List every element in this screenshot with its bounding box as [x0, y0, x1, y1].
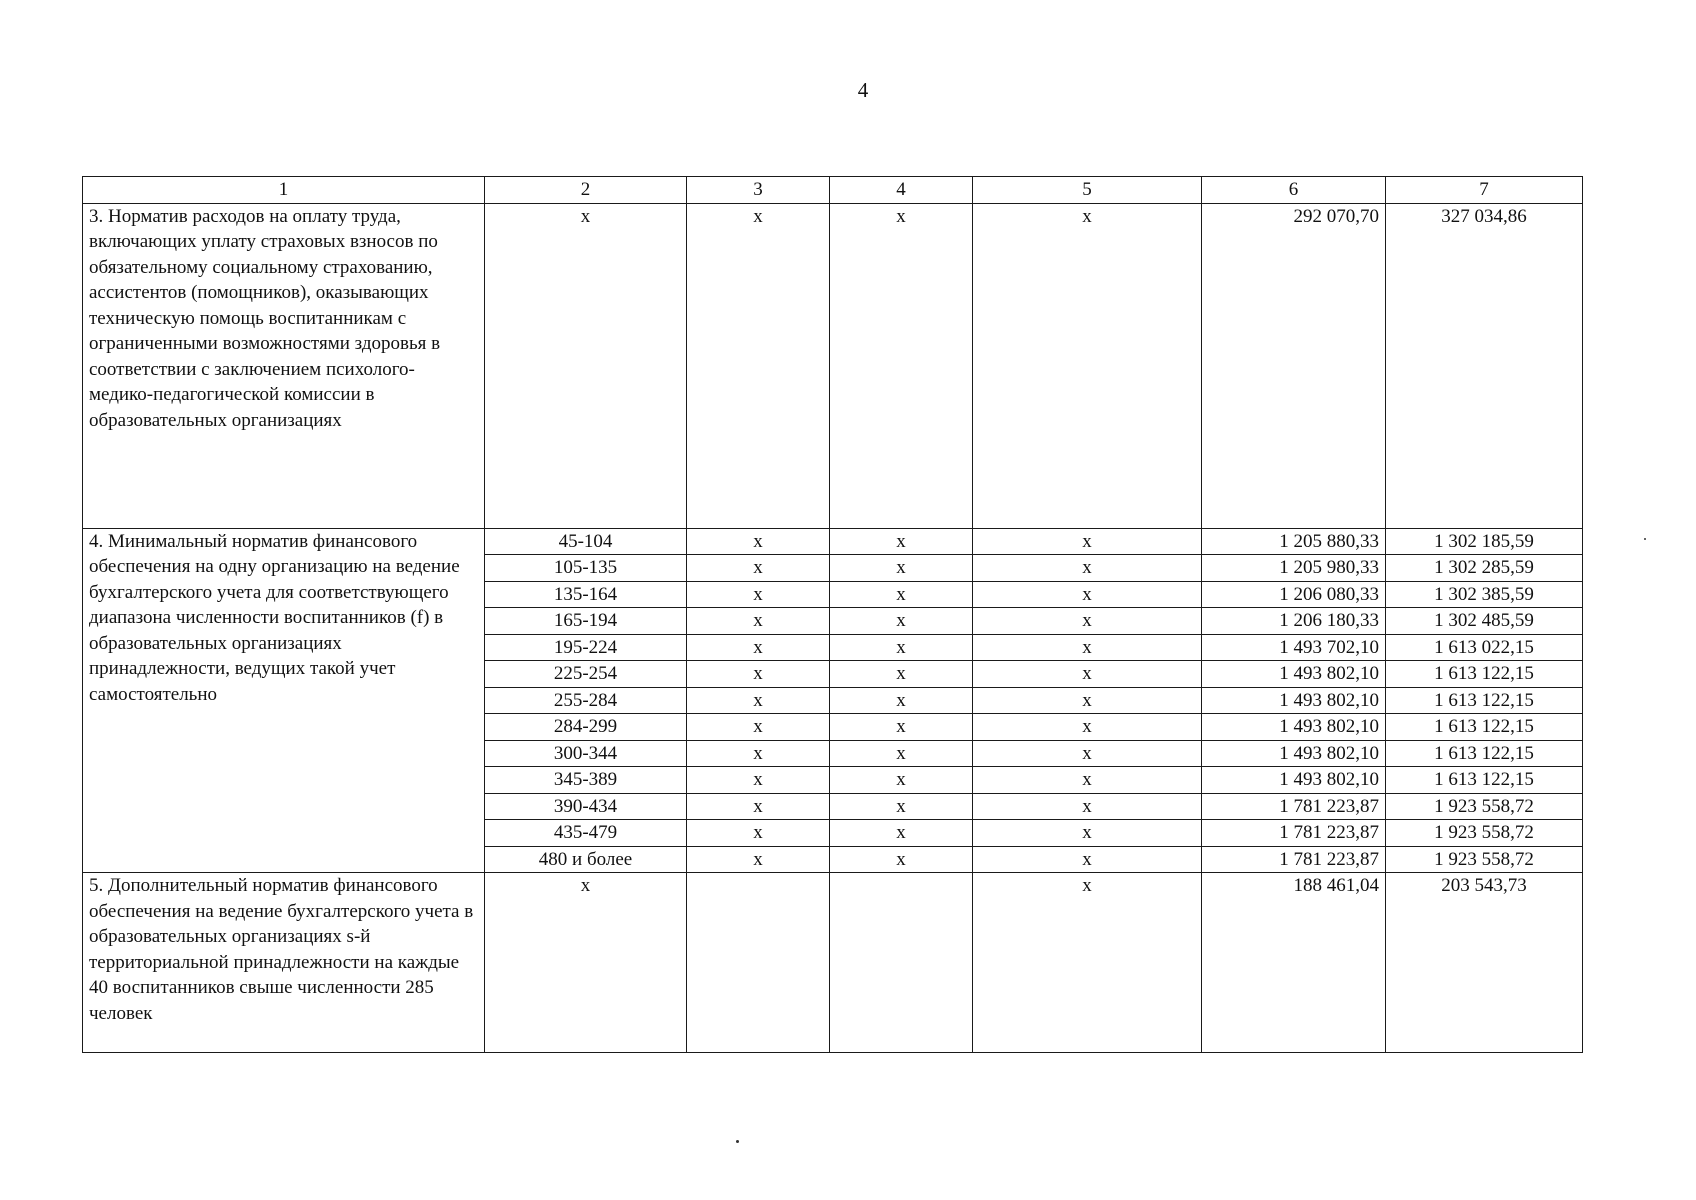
page-number: 4: [857, 78, 869, 102]
value-cell-7: 1 302 385,59: [1386, 581, 1583, 608]
row5-col4: [830, 873, 973, 1053]
row3-col2: х: [485, 203, 687, 528]
header-cell-5: 5: [973, 177, 1202, 204]
range-cell: 195-224: [485, 634, 687, 661]
range-cell: 345-389: [485, 767, 687, 794]
x-cell: х: [973, 767, 1202, 794]
row5-col7: 203 543,73: [1386, 873, 1583, 1053]
x-cell: х: [973, 820, 1202, 847]
x-cell: х: [830, 608, 973, 635]
x-cell: х: [830, 820, 973, 847]
value-cell-7: 1 613 022,15: [1386, 634, 1583, 661]
value-cell-6: 1 493 802,10: [1202, 740, 1386, 767]
x-cell: х: [830, 661, 973, 688]
range-cell: 300-344: [485, 740, 687, 767]
x-cell: х: [830, 846, 973, 873]
value-cell-6: 1 493 802,10: [1202, 714, 1386, 741]
value-cell-6: 1 206 180,33: [1202, 608, 1386, 635]
x-cell: х: [973, 581, 1202, 608]
x-cell: х: [830, 555, 973, 582]
value-cell-7: 1 613 122,15: [1386, 714, 1583, 741]
header-cell-2: 2: [485, 177, 687, 204]
value-cell-6: 1 781 223,87: [1202, 793, 1386, 820]
value-cell-6: 1 781 223,87: [1202, 846, 1386, 873]
x-cell: х: [687, 767, 830, 794]
row3-col4: х: [830, 203, 973, 528]
value-cell-6: 1 205 980,33: [1202, 555, 1386, 582]
table-row: [83, 873, 1583, 1053]
range-cell: 165-194: [485, 608, 687, 635]
scan-speck: [1644, 538, 1646, 540]
x-cell: х: [687, 555, 830, 582]
value-cell-6: 1 493 802,10: [1202, 687, 1386, 714]
x-cell: х: [687, 634, 830, 661]
value-cell-7: 1 302 185,59: [1386, 528, 1583, 555]
x-cell: х: [973, 608, 1202, 635]
value-cell-7: 1 923 558,72: [1386, 820, 1583, 847]
header-cell-1: 1: [83, 177, 485, 204]
value-cell-7: 1 923 558,72: [1386, 846, 1583, 873]
value-cell-7: 1 923 558,72: [1386, 793, 1583, 820]
value-cell-6: 1 205 880,33: [1202, 528, 1386, 555]
header-row: [83, 177, 1583, 204]
x-cell: х: [687, 528, 830, 555]
value-cell-6: 1 781 223,87: [1202, 820, 1386, 847]
range-cell: 480 и более: [485, 846, 687, 873]
row5-col3: [687, 873, 830, 1053]
x-cell: х: [687, 740, 830, 767]
row3-col7: 327 034,86: [1386, 203, 1583, 528]
row3-description: 3. Норматив расходов на оплату труда, включающих уплату страховых взносов по обязательному социальному страхованию, ассистентов (помощников), оказывающих техническую помощь воспитанникам с ограниченными возможностями здоровья в соответствии с заключением психолого-медико-педагогической комиссии в образовательных организациях: [83, 203, 485, 528]
row5-description: 5. Дополнительный норматив финансового обеспечения на ведение бухгалтерского учета в образовательных организациях s-й территориальной принадлежности на каждые 40 воспитанников свыше численности 285 человек: [83, 873, 485, 1053]
range-cell: 105-135: [485, 555, 687, 582]
x-cell: х: [830, 740, 973, 767]
x-cell: х: [973, 555, 1202, 582]
x-cell: х: [687, 714, 830, 741]
value-cell-7: 1 613 122,15: [1386, 767, 1583, 794]
value-cell-6: 1 493 802,10: [1202, 661, 1386, 688]
header-cell-7: 7: [1386, 177, 1583, 204]
row4-description: 4. Минимальный норматив финансового обеспечения на одну организацию на ведение бухгалтерского учета для соответствующего диапазона численности воспитанников (f) в образовательных организациях принадлежности, ведущих такой учет самостоятельно: [83, 528, 485, 873]
scan-speck: [736, 1140, 739, 1143]
range-cell: 435-479: [485, 820, 687, 847]
x-cell: х: [830, 793, 973, 820]
header-cell-3: 3: [687, 177, 830, 204]
value-cell-7: 1 613 122,15: [1386, 740, 1583, 767]
row3-col3: х: [687, 203, 830, 528]
range-cell: 390-434: [485, 793, 687, 820]
value-cell-6: 1 493 702,10: [1202, 634, 1386, 661]
x-cell: х: [830, 687, 973, 714]
x-cell: х: [830, 528, 973, 555]
x-cell: х: [973, 714, 1202, 741]
table-row: [83, 528, 1583, 555]
range-cell: 225-254: [485, 661, 687, 688]
row5-col2: х: [485, 873, 687, 1053]
x-cell: х: [830, 714, 973, 741]
table-row: [83, 203, 1583, 528]
x-cell: х: [687, 793, 830, 820]
row5-col5: х: [973, 873, 1202, 1053]
x-cell: х: [687, 581, 830, 608]
range-cell: 255-284: [485, 687, 687, 714]
x-cell: х: [830, 634, 973, 661]
row3-col6: 292 070,70: [1202, 203, 1386, 528]
x-cell: х: [973, 528, 1202, 555]
x-cell: х: [687, 608, 830, 635]
norms-table: [82, 176, 1583, 1053]
x-cell: х: [973, 661, 1202, 688]
value-cell-7: 1 302 285,59: [1386, 555, 1583, 582]
x-cell: х: [973, 846, 1202, 873]
value-cell-6: 1 206 080,33: [1202, 581, 1386, 608]
value-cell-7: 1 613 122,15: [1386, 661, 1583, 688]
x-cell: х: [687, 687, 830, 714]
header-cell-4: 4: [830, 177, 973, 204]
x-cell: х: [973, 634, 1202, 661]
range-cell: 45-104: [485, 528, 687, 555]
x-cell: х: [687, 846, 830, 873]
range-cell: 135-164: [485, 581, 687, 608]
header-cell-6: 6: [1202, 177, 1386, 204]
row3-col5: х: [973, 203, 1202, 528]
x-cell: х: [973, 687, 1202, 714]
x-cell: х: [830, 581, 973, 608]
x-cell: х: [687, 661, 830, 688]
x-cell: х: [973, 740, 1202, 767]
x-cell: х: [687, 820, 830, 847]
value-cell-7: 1 613 122,15: [1386, 687, 1583, 714]
x-cell: х: [973, 793, 1202, 820]
value-cell-6: 1 493 802,10: [1202, 767, 1386, 794]
range-cell: 284-299: [485, 714, 687, 741]
x-cell: х: [830, 767, 973, 794]
row5-col6: 188 461,04: [1202, 873, 1386, 1053]
value-cell-7: 1 302 485,59: [1386, 608, 1583, 635]
